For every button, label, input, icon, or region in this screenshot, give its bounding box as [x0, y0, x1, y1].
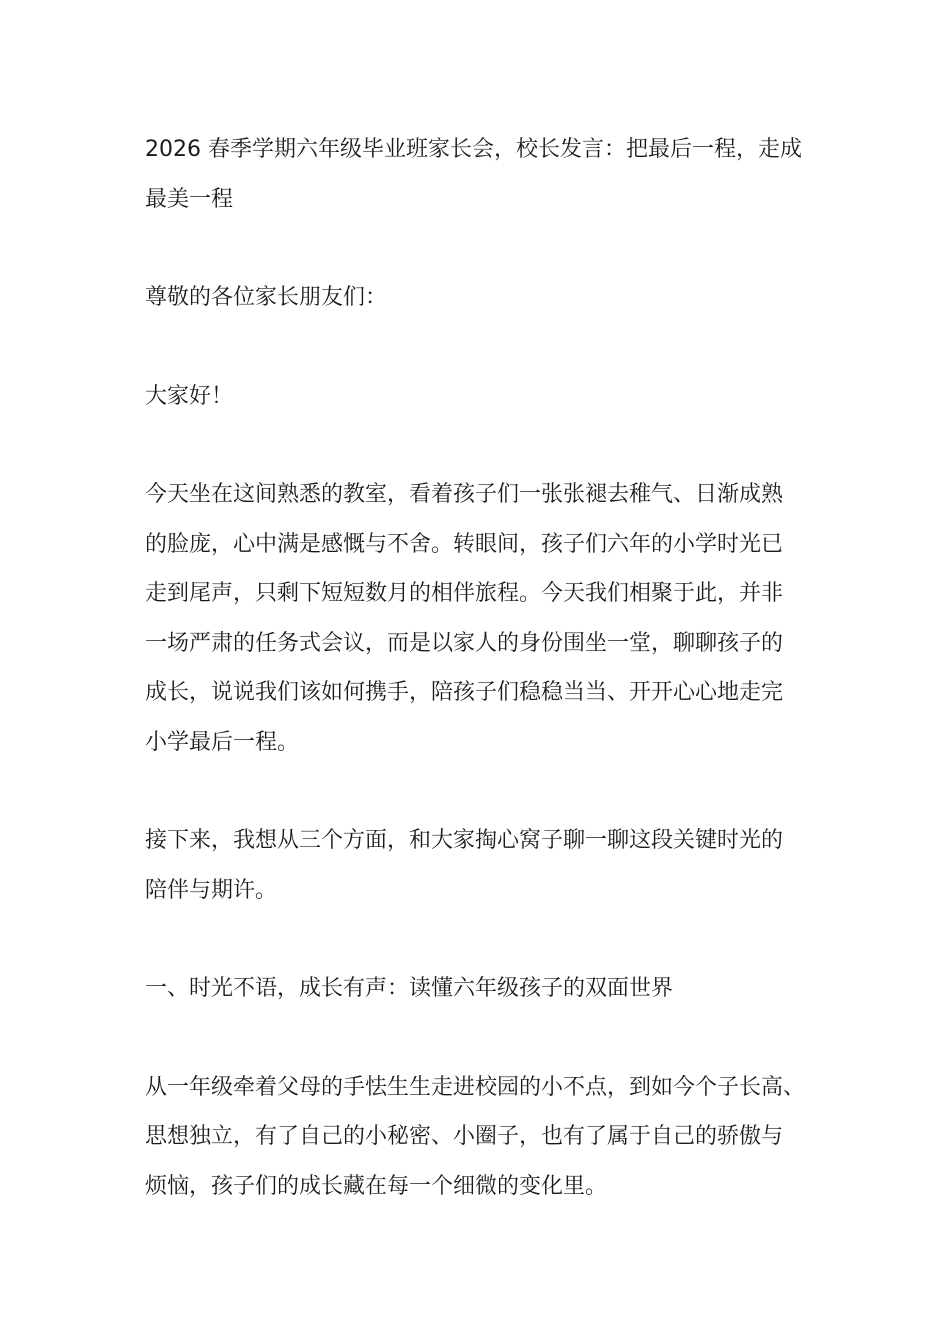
paragraph-line: 接下来，我想从三个方面，和大家掏心窝子聊一聊这段关键时光的: [145, 828, 784, 853]
title-line: 2026 春季学期六年级毕业班家长会，校长发言：把最后一程，走成: [145, 137, 802, 162]
paragraph-line: 今天坐在这间熟悉的教室，看着孩子们一张张褪去稚气、日渐成熟: [145, 482, 784, 507]
paragraph-line: 烦恼，孩子们的成长藏在每一个细微的变化里。: [145, 1173, 608, 1199]
paragraph-line: 走到尾声，只剩下短短数月的相伴旅程。今天我们相聚于此，并非: [145, 581, 784, 606]
paragraph-line: 一场严肃的任务式会议，而是以家人的身份围坐一堂，聊聊孩子的: [145, 630, 784, 656]
section-heading-text: 一、时光不语，成长有声：读懂六年级孩子的双面世界: [145, 976, 674, 1001]
salutation: [145, 273, 835, 323]
paragraph-section1: [145, 1063, 835, 1212]
paragraph-intro: [145, 470, 835, 767]
greeting: [145, 372, 835, 422]
paragraph-line: 成长，说说我们该如何携手，陪孩子们稳稳当当、开开心心地走完: [145, 680, 784, 705]
title-line: 最美一程: [145, 186, 234, 212]
paragraph-outline: [145, 816, 835, 915]
paragraph-line: 思想独立，有了自己的小秘密、小圈子，也有了属于自己的骄傲与: [145, 1124, 784, 1149]
greeting-text: 大家好！: [145, 383, 234, 409]
document-body: [145, 125, 835, 1260]
salutation-text: 尊敬的各位家长朋友们：: [145, 285, 388, 310]
paragraph-line: 从一年级牵着父母的手怯生生走进校园的小不点，到如今个子长高、: [145, 1074, 806, 1100]
section-heading-1: [145, 964, 835, 1014]
paragraph-line: 的脸庞，心中满是感慨与不舍。转眼间，孩子们六年的小学时光已: [145, 531, 784, 557]
paragraph-line: 陪伴与期许。: [145, 877, 278, 903]
paragraph-line: 小学最后一程。: [145, 729, 300, 755]
document-title: [145, 125, 835, 224]
